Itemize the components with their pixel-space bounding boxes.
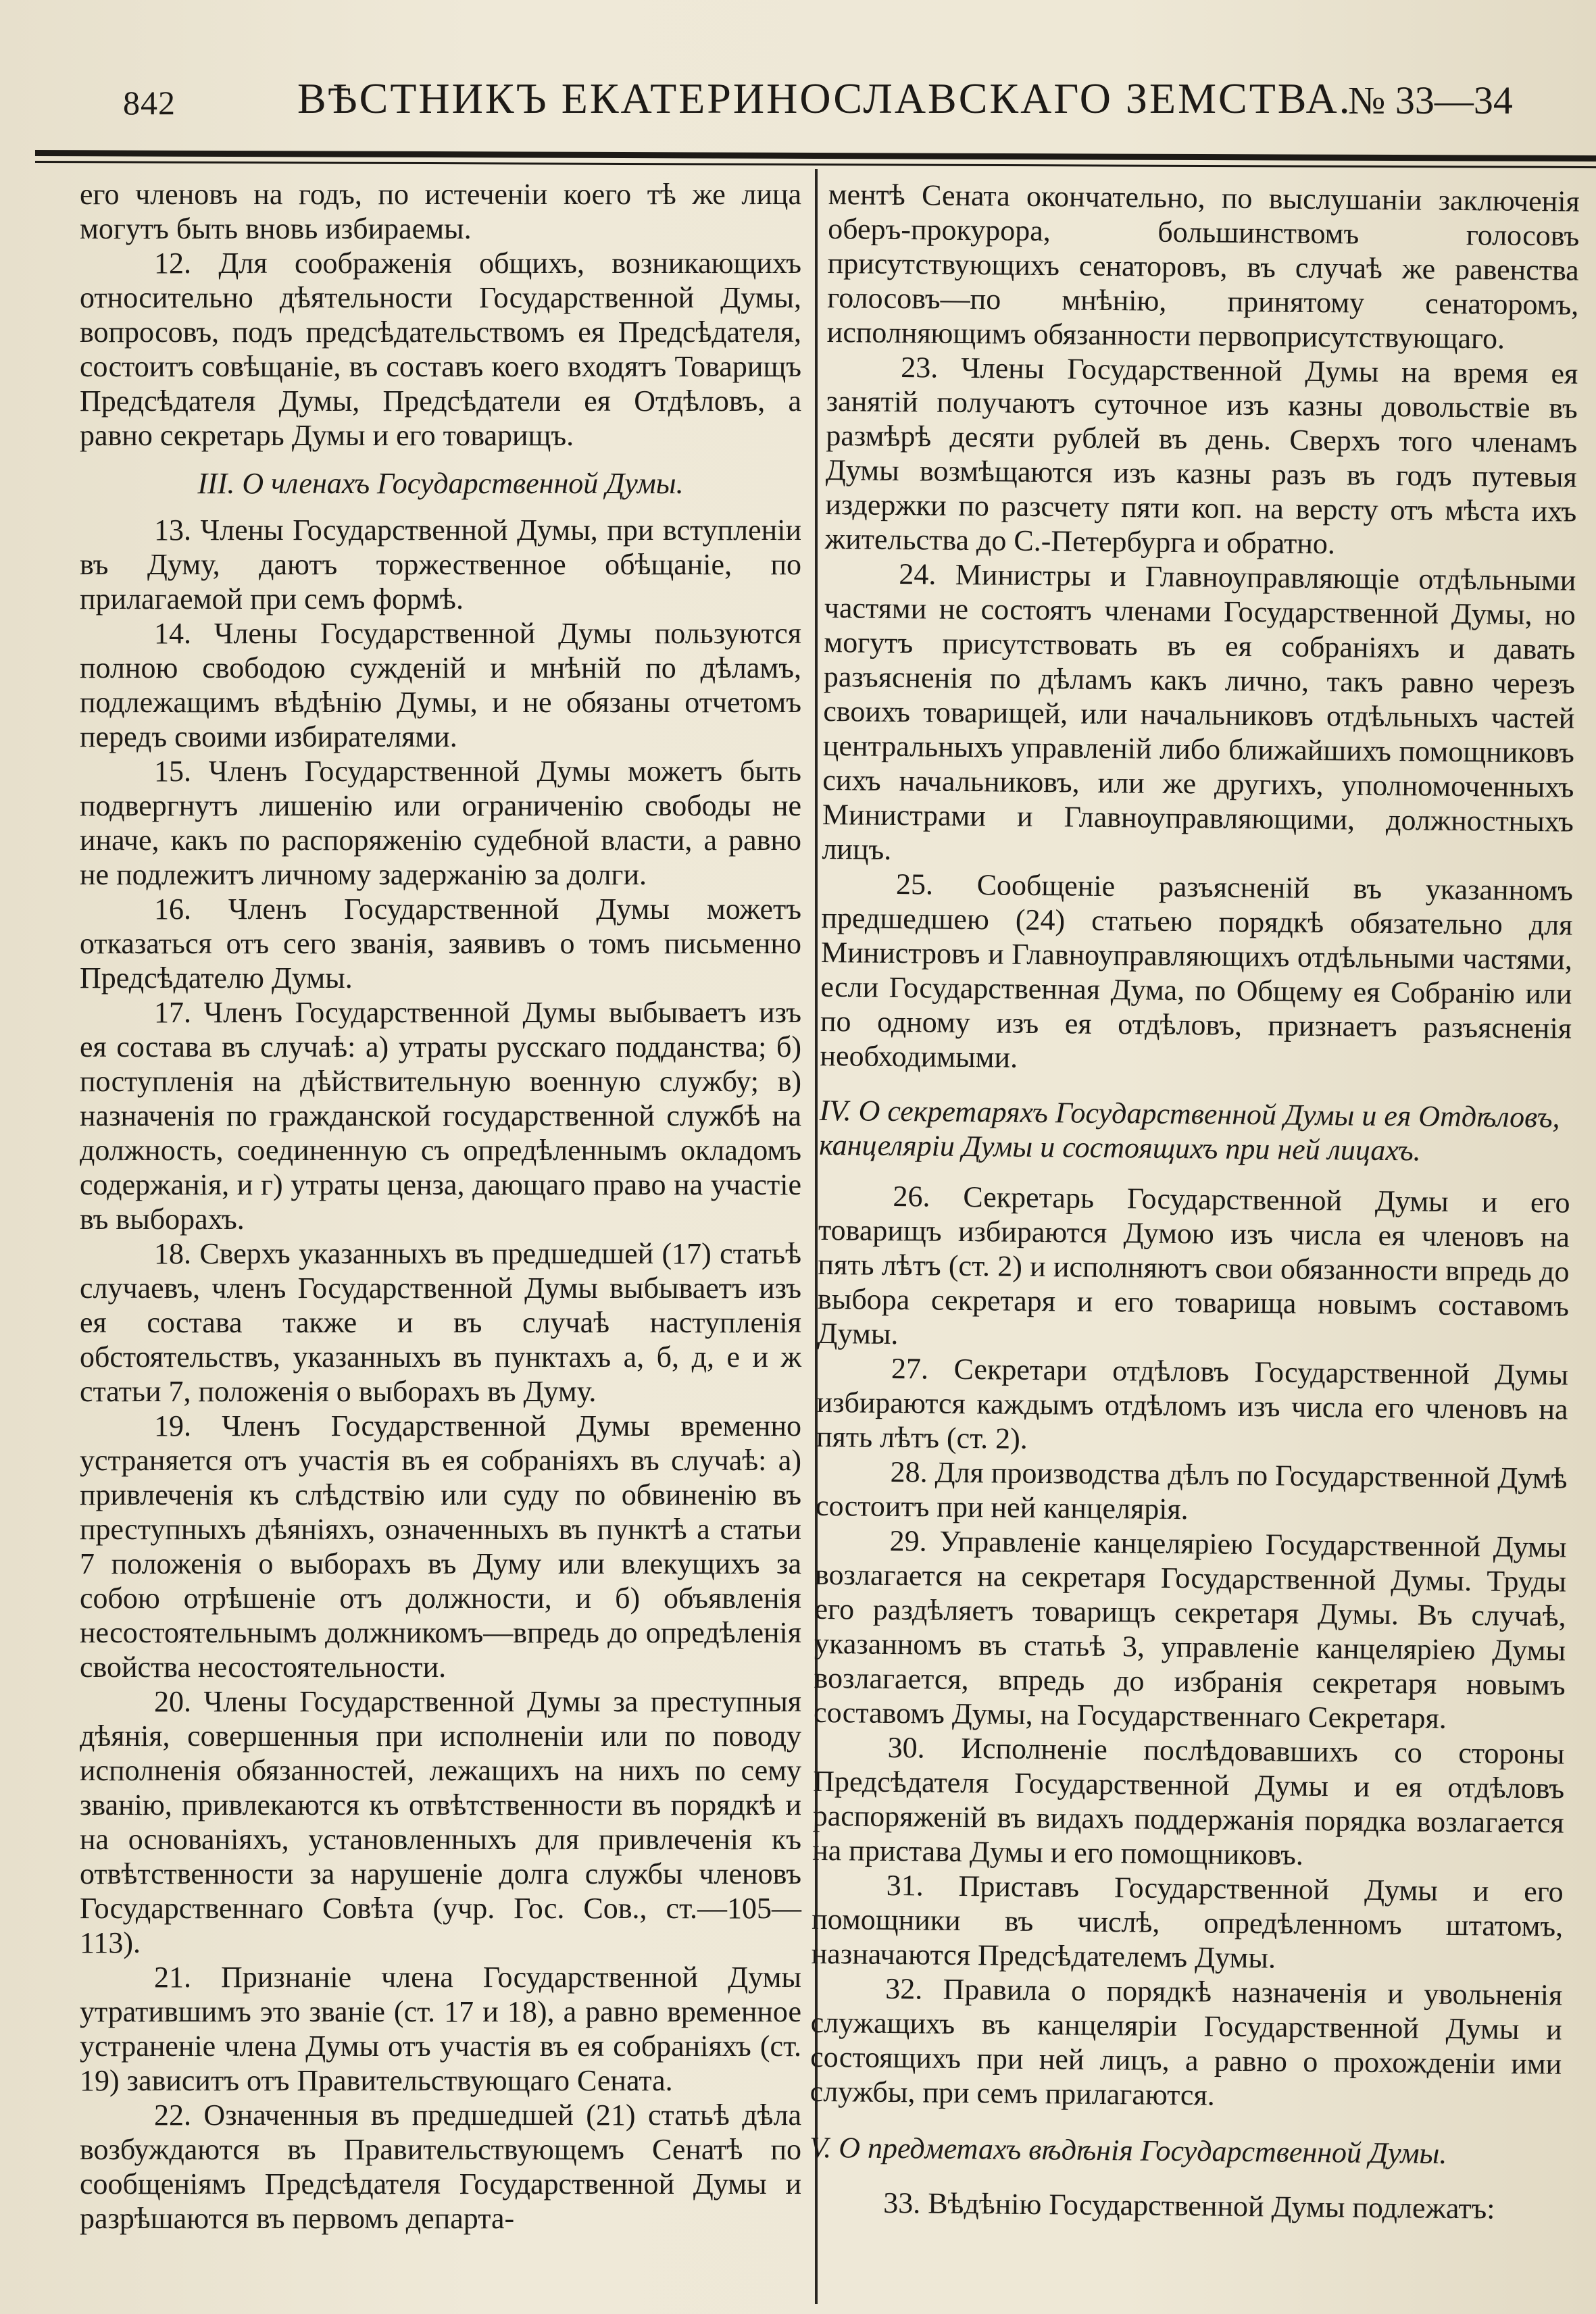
right-paragraph: 27. Секретари отдѣловъ Государственной Думы избираются каждымъ отдѣломъ изъ числа его членовъ на пять лѣтъ (ст. 2). [816,1351,1569,1455]
right-column [809,177,1580,2227]
left-paragraph: 12. Для соображенія общихъ, возникающихъ относительно дѣятельности Государственной Думы, вопросовъ, подъ предсѣдательствомъ ея Предсѣдателя, состоитъ совѣщаніе, въ составъ коего входятъ Товарищъ Предсѣдателя Думы, Предсѣдатели ея Отдѣловъ, а равно секретарь Думы и его товарищъ. [80,247,801,452]
left-paragraph: 17. Членъ Государственной Думы выбываетъ изъ ея состава въ случаѣ: а) утраты русскаго подданства; б) поступленія на дѣйствительную военную службу; в) назначенія по гражданской государственной службѣ на должность, соединенную съ опредѣленнымъ окладомъ содержанія, и г) утраты ценза, дающаго право на участіе въ выборахъ. [80,996,801,1236]
page-number: 842 [123,84,176,122]
right-paragraph: 28. Для производства дѣлъ по Государственной Думѣ состоитъ при ней канцелярія. [815,1455,1568,1526]
left-paragraph: 16. Членъ Государственной Думы можетъ отказаться отъ сего званія, заявивъ о томъ письменно Предсѣдателю Думы. [80,892,801,995]
left-paragraph: 15. Членъ Государственной Думы можетъ быть подвергнутъ лишенію или ограниченію свободы не иначе, какъ по распоряженію судебной власти, а равно не подлежитъ личному задержанію за долги. [80,755,801,891]
right-paragraph: ментѣ Сената окончательно, по выслушаніи заключенія оберъ-прокурора, большинствомъ голосовъ присутствующихъ сенаторовъ, въ случаѣ же равенства голосовъ—по мнѣнію, принятому сенаторомъ, исполняющимъ обязанности первоприсутствующаго. [826,177,1580,355]
right-section-heading: V. О предметахъ вѣдѣнія Государственной Думы. [809,2130,1447,2170]
left-paragraph: 22. Означенныя въ предшедшей (21) статьѣ дѣла возбуждаются въ Правительствующемъ Сенатѣ по сообщеніямъ Предсѣдателя Государственной Думы и разрѣшаются въ первомъ департа- [80,2098,801,2235]
left-paragraph: его членовъ на годъ, по истеченіи коего тѣ же лица могутъ быть вновь избираемы. [80,178,801,245]
left-paragraph: 13. Члены Государственной Думы, при вступленіи въ Думу, даютъ торжественное обѣщаніе, по прилагаемой при семъ формѣ. [80,513,801,615]
left-paragraph: 20. Члены Государственной Думы за преступныя дѣянія, совершенныя при исполненіи или по поводу исполненія обязанностей, лежащихъ на нихъ по сему званію, привлекаются къ отвѣтственности въ порядкѣ и на основаніяхъ, установленныхъ для привлеченія къ отвѣтственности за нарушеніе долга службы членовъ Государственнаго Совѣта (учр. Гос. Сов., ст.—105—113). [80,1685,801,1959]
journal-title: ВѢСТНИКЪ ЕКАТЕРИНОСЛАВСКАГО ЗЕМСТВА. [297,74,1352,122]
right-paragraph: 32. Правила о порядкѣ назначенія и увольненія служащихъ въ канцеляріи Государственной Думы и состоящихъ при ней лицъ, а равно о прохожденіи ими службы, при семъ прилагаются. [809,1971,1563,2112]
left-paragraph: 18. Сверхъ указанныхъ въ предшедшей (17) статьѣ случаевъ, членъ Государственной Думы выбываетъ изъ ея состава также и въ случаѣ наступленія обстоятельствъ, указанныхъ въ пунктахъ а, б, д, е и ж статьи 7, положенія о выборахъ въ Думу. [80,1237,801,1408]
left-paragraph: 21. Признаніе члена Государственной Думы утратившимъ это званіе (ст. 17 и 18), а равно временное устраненіе члена Думы отъ участія въ ея собраніяхъ (ст. 19) зависитъ отъ Правительствующаго Сената. [80,1961,801,2097]
header-rule-thick [35,150,1596,161]
right-paragraph: 33. Вѣдѣнію Государственной Думы подлежатъ: [882,2186,1495,2225]
right-section-heading: IV. О секретаряхъ Государственной Думы и ея Отдѣловъ, канцеляріи Думы и состоящихъ при ней лицахъ. [819,1093,1560,1167]
right-paragraph: 24. Министры и Главноуправляющіе отдѣльными частями не состоятъ членами Государственной Думы, но могутъ присутствовать въ ея собраніяхъ и давать разъясненія по дѣламъ какъ лично, такъ равно черезъ своихъ товарищей, или начальниковъ отдѣльныхъ частей центральныхъ управленій либо ближайшихъ помощниковъ сихъ начальниковъ, или же другихъ, уполномоченныхъ Министрами и Главноуправляющими, должностныхъ лицъ. [822,557,1576,866]
right-paragraph: 23. Члены Государственной Думы на время ея занятій получаютъ суточное изъ казны довольствіе въ размѣрѣ десяти рублей въ день. Сверхъ того членамъ Думы возмѣщаются изъ казны разъ въ годъ путевыя издержки по разсчету пяти коп. на версту отъ мѣста ихъ жительства до С.-Петербурга и обратно. [824,351,1578,561]
left-paragraph: 19. Членъ Государственной Думы временно устраняется отъ участія въ ея собраніяхъ въ случаѣ: а) привлеченія къ слѣдствію или суду по обвиненію въ преступныхъ дѣяніяхъ, означенныхъ въ пунктѣ а статьи 7 положенія о выборахъ въ Думу или влекущихъ за собою отрѣшеніе отъ должности, и б) объявленія несостоятельнымъ должникомъ—впредь до опредѣленія свойства несостоятельности. [80,1409,801,1684]
issue-number: № 33—34 [1348,78,1513,122]
right-paragraph: 31. Приставъ Государственной Думы и его помощники въ числѣ, опредѣленномъ штатомъ, назначаются Предсѣдателемъ Думы. [811,1868,1564,1975]
left-column [80,177,801,2236]
right-paragraph: 30. Исполненіе послѣдовавшихъ со стороны Предсѣдателя Государственной Думы и ея отдѣловъ распоряженій въ видахъ поддержанія порядка возлагается на пристава Думы и его помощниковъ. [812,1730,1565,1871]
left-paragraph: 14. Члены Государственной Думы пользуются полною свободою сужденій и мнѣній по дѣламъ, подлежащимъ вѣдѣнію Думы, и не обязаны отчетомъ передъ своими избирателями. [80,617,801,753]
right-paragraph: 25. Сообщеніе разъясненій въ указанномъ предшедшею (24) статьею порядкѣ обязательно для Министровъ и Главноуправляющихъ отдѣльными частями, если Государственная Дума, по Общему ея Собранію или по одному изъ ея отдѣловъ, признаетъ разъясненія необходимыми. [820,867,1574,1074]
right-paragraph: 29. Управленіе канцеляріею Государственной Думы возлагается на секретаря Государственной Думы. Труды его раздѣляетъ товарищъ секретаря Думы. Въ случаѣ, указанномъ въ статьѣ 3, управленіе канцеляріею Думы возлагается, впредь до избранія секретаря новымъ составомъ Думы, на Государственнаго Секретаря. [813,1524,1567,1735]
header-rule-thin [35,161,1596,168]
right-paragraph: 26. Секретарь Государственной Думы и его товарищъ избираются Думою изъ числа ея членовъ на пять лѣтъ (ст. 2) и исполняютъ свои обязанности впредь до выбора секретаря и его товарища новымъ составомъ Думы. [817,1179,1570,1351]
page-header [108,64,1541,145]
left-section-heading: III. О членахъ Государственной Думы. [197,467,684,500]
